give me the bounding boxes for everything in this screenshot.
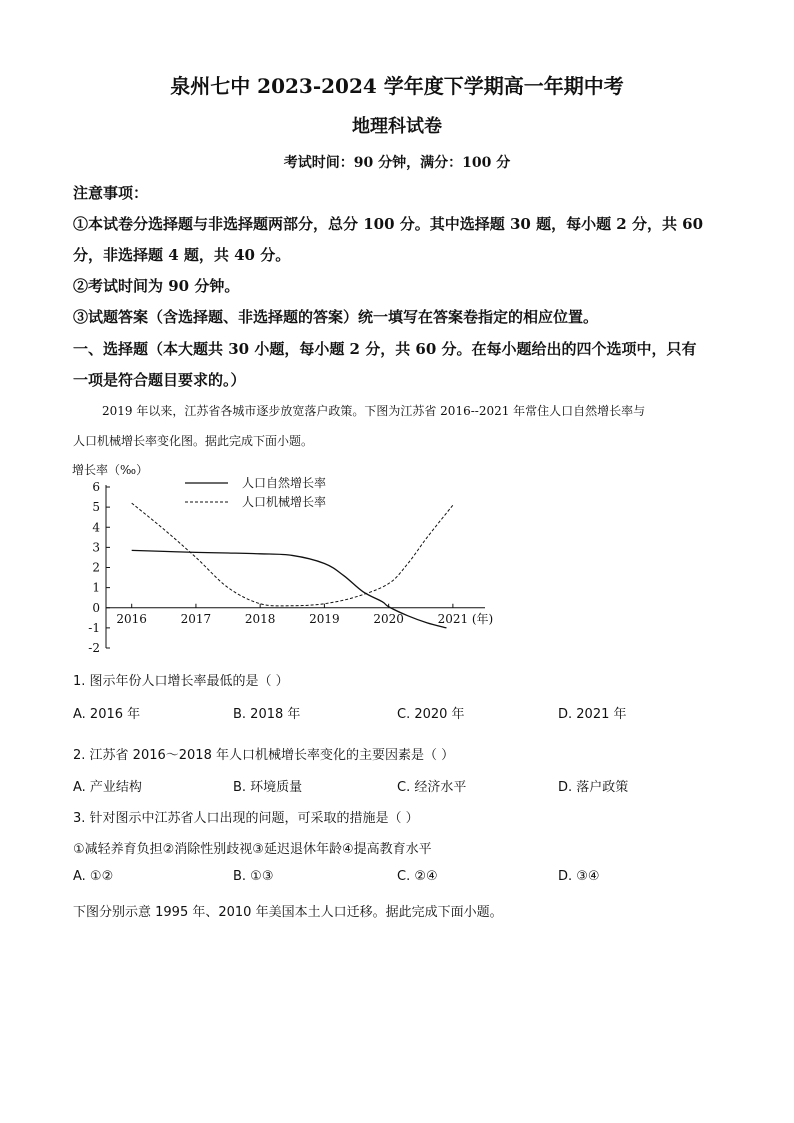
legend-label: 人口机械增长率 — [242, 495, 327, 509]
exam-info: 考试时间：90 分钟，满分：100 分 — [283, 155, 511, 171]
question-3-option-a: A. ①② — [73, 869, 114, 884]
question-1-option-d: D. 2021 年 — [558, 707, 627, 722]
y-tick-label: 3 — [92, 540, 100, 555]
y-tick-label: 2 — [92, 560, 100, 575]
notes-heading: 注意事项： — [73, 184, 149, 202]
question-3-option-c: C. ②④ — [397, 869, 438, 884]
notes-item-1-line-2: 分，非选择题 4 题，共 40 分。 — [73, 246, 291, 264]
legend-label: 人口自然增长率 — [242, 476, 327, 490]
material-2: 下图分别示意 1995 年、2010 年美国本土人口迁移。据此完成下面小题。 — [73, 905, 503, 920]
question-2-option-d: D. 落户政策 — [558, 780, 629, 795]
section-1-heading-line-1: 一、选择题（本大题共 30 小题，每小题 2 分，共 60 分。在每小题给出的四个选项中，只有 — [73, 340, 697, 358]
y-axis-label: 增长率（‰） — [72, 463, 149, 477]
y-tick-label: -1 — [88, 620, 100, 635]
question-1-option-a: A. 2016 年 — [73, 707, 141, 722]
material-1-line-1: 2019 年以来，江苏省各城市逐步放宽落户政策。下图为江苏省 2016--2021 年常住人口自然增长率与 — [102, 404, 646, 418]
question-1-option-c: C. 2020 年 — [397, 707, 465, 722]
question-1-option-b: B. 2018 年 — [233, 707, 301, 722]
x-tick-label: 2016 — [116, 611, 147, 626]
x-tick-label: 2017 — [180, 611, 212, 626]
question-3-option-d: D. ③④ — [558, 869, 600, 884]
question-3-sub-items: ①减轻养育负担②消除性别歧视③延迟退休年龄④提高教育水平 — [73, 842, 432, 857]
x-tick-label: 2020 — [373, 611, 404, 626]
question-3-stem: 3. 针对图示中江苏省人口出现的问题，可采取的措施是（ ） — [73, 811, 419, 826]
notes-item-1-line-1: ①本试卷分选择题与非选择题两部分，总分 100 分。其中选择题 30 题，每小题 2 分，共 60 — [73, 215, 704, 233]
x-tick-label: 2019 — [309, 611, 340, 626]
x-tick-label: 2021 — [437, 611, 469, 626]
chart-series — [132, 503, 453, 628]
y-tick-label: 0 — [92, 600, 100, 615]
subject-title: 地理科试卷 — [352, 116, 442, 137]
question-2-option-a: A. 产业结构 — [73, 780, 142, 795]
question-2-option-b: B. 环境质量 — [233, 780, 303, 795]
notes-item-3: ③试题答案（含选择题、非选择题的答案）统一填写在答案卷指定的相应位置。 — [73, 308, 599, 326]
y-tick-label: 5 — [92, 500, 100, 515]
y-tick-label: 6 — [92, 480, 100, 494]
question-2-stem: 2. 江苏省 2016～2018 年人口机械增长率变化的主要因素是（ ） — [73, 748, 455, 763]
population-growth-chart — [60, 458, 500, 658]
question-1-stem: 1. 图示年份人口增长率最低的是（ ） — [73, 674, 289, 689]
question-3-option-b: B. ①③ — [233, 869, 274, 884]
question-2-option-c: C. 经济水平 — [397, 780, 467, 795]
chart-legend — [185, 475, 326, 509]
section-1-heading-line-2: 一项是符合题目要求的。） — [73, 371, 246, 389]
x-axis-label: (年) — [471, 611, 494, 626]
y-tick-label: -2 — [88, 641, 100, 655]
exam-title: 泉州七中 2023-2024 学年度下学期高一年期中考 — [170, 74, 624, 98]
material-1-line-2: 人口机械增长率变化图。据此完成下面小题。 — [73, 434, 314, 448]
y-tick-label: 1 — [92, 580, 100, 595]
x-tick-label: 2018 — [244, 611, 276, 626]
migration-growth-line — [132, 503, 453, 606]
notes-item-2: ②考试时间为 90 分钟。 — [73, 277, 240, 295]
y-tick-label: 4 — [92, 520, 100, 535]
